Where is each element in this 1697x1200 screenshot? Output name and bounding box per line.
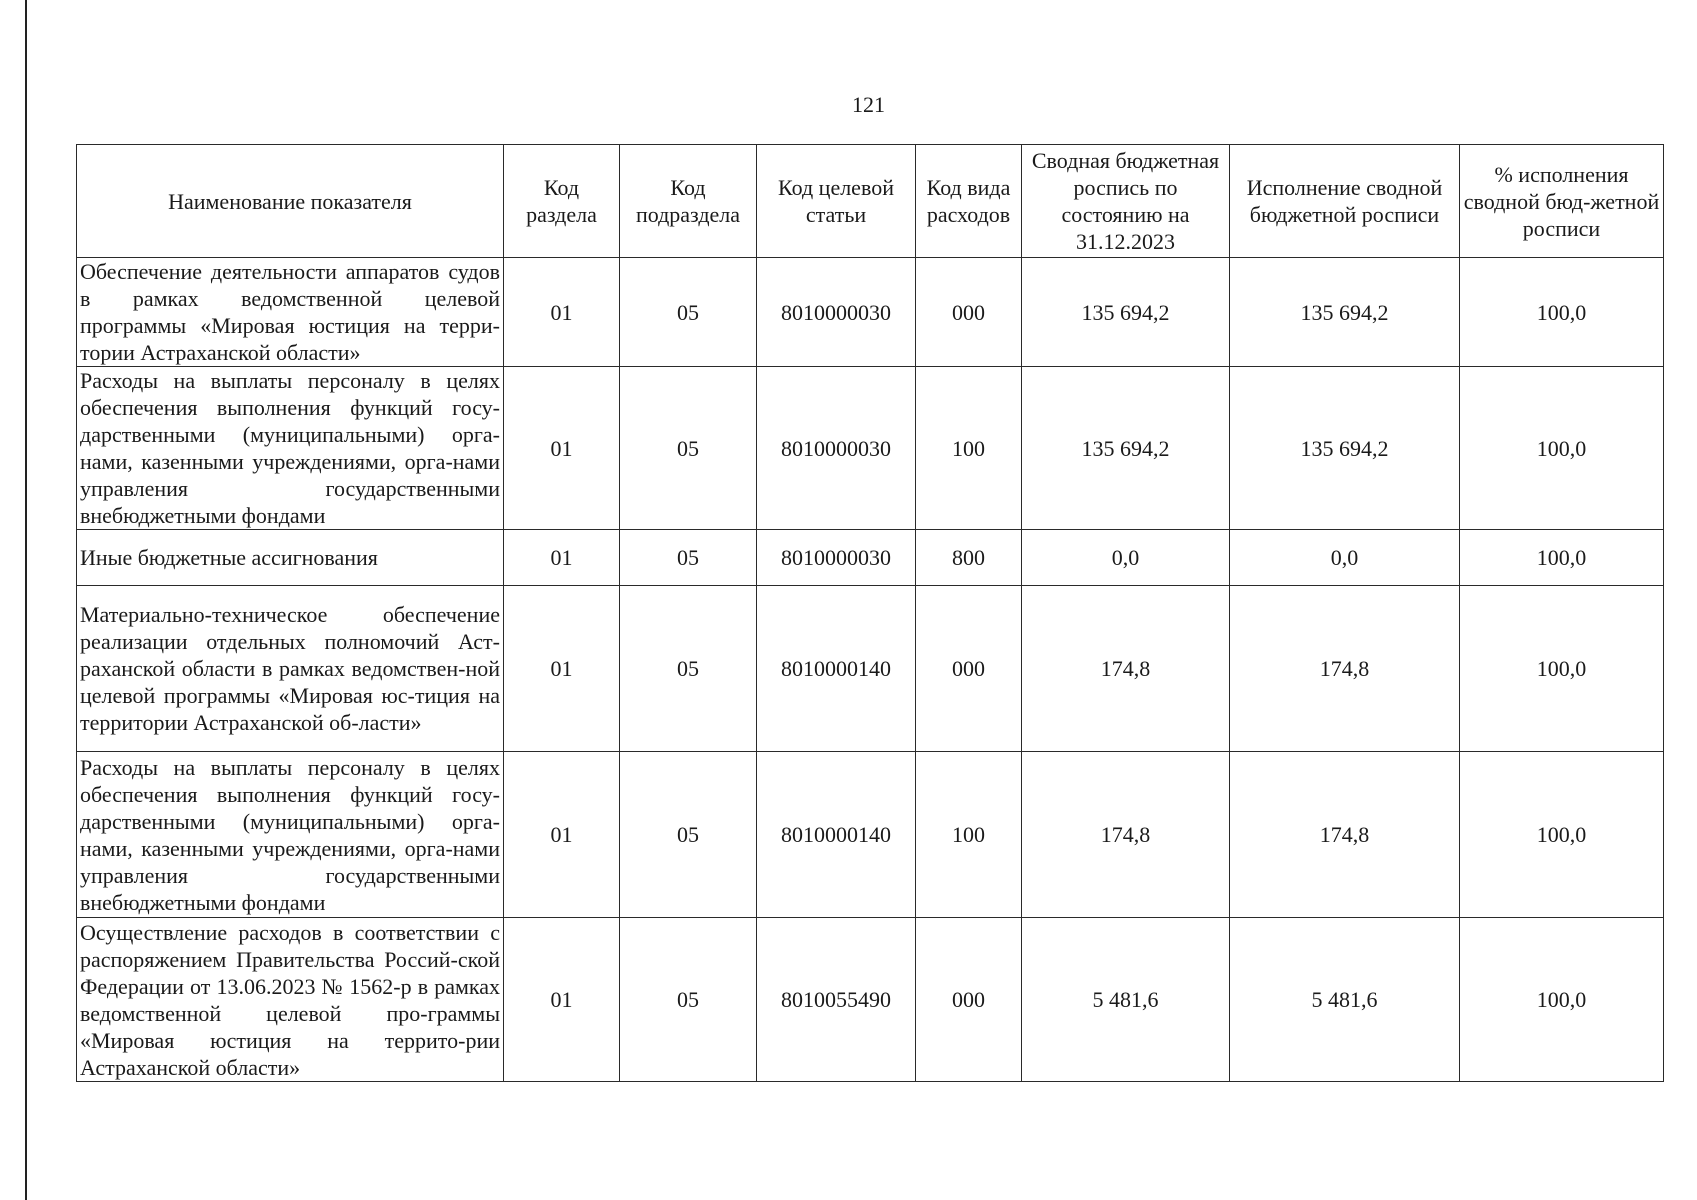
row-target: 8010000140 (757, 752, 916, 918)
row-section: 01 (504, 367, 620, 530)
row-section: 01 (504, 752, 620, 918)
row-name: Расходы на выплаты персоналу в целях обеспечения выполнения функций госу-дарственными (муниципальными) орга-нами, казенными учреждениями, орга-нами управления государственными внебюджетными фондами (77, 752, 504, 918)
row-section: 01 (504, 258, 620, 367)
table-row (77, 258, 1664, 367)
row-execution: 5 481,6 (1230, 918, 1460, 1082)
row-budget: 135 694,2 (1022, 258, 1230, 367)
row-budget: 5 481,6 (1022, 918, 1230, 1082)
header-subsection-code: Код подраздела (620, 145, 757, 258)
row-expense-type: 000 (916, 918, 1022, 1082)
row-percent: 100,0 (1460, 258, 1664, 367)
row-target: 8010000030 (757, 530, 916, 586)
table-row (77, 530, 1664, 586)
row-execution: 0,0 (1230, 530, 1460, 586)
row-subsection: 05 (620, 258, 757, 367)
row-section: 01 (504, 530, 620, 586)
header-target-code: Код целевой статьи (757, 145, 916, 258)
row-execution: 174,8 (1230, 752, 1460, 918)
row-execution: 135 694,2 (1230, 367, 1460, 530)
page-number: 121 (852, 92, 885, 117)
row-target: 8010055490 (757, 918, 916, 1082)
row-subsection: 05 (620, 918, 757, 1082)
row-budget: 135 694,2 (1022, 367, 1230, 530)
header-expense-type-code: Код вида расходов (916, 145, 1022, 258)
header-name: Наименование показателя (77, 145, 504, 258)
row-target: 8010000140 (757, 586, 916, 752)
row-percent: 100,0 (1460, 367, 1664, 530)
row-expense-type: 800 (916, 530, 1022, 586)
row-section: 01 (504, 918, 620, 1082)
row-target: 8010000030 (757, 367, 916, 530)
report-table-container (76, 144, 1663, 1082)
budget-execution-table (76, 144, 1664, 1082)
row-expense-type: 100 (916, 752, 1022, 918)
row-subsection: 05 (620, 530, 757, 586)
row-percent: 100,0 (1460, 530, 1664, 586)
table-row (77, 752, 1664, 918)
row-subsection: 05 (620, 367, 757, 530)
table-header-row (77, 145, 1664, 258)
row-percent: 100,0 (1460, 918, 1664, 1082)
row-target: 8010000030 (757, 258, 916, 367)
row-percent: 100,0 (1460, 586, 1664, 752)
table-row (77, 586, 1664, 752)
row-name: Материально-техническое обеспечение реализации отдельных полномочий Аст-раханской области в рамках ведомствен-ной целевой программы «Мировая юс-тиция на территории Астраханской об-ласти» (77, 586, 504, 752)
row-execution: 174,8 (1230, 586, 1460, 752)
row-budget: 174,8 (1022, 586, 1230, 752)
row-name: Обеспечение деятельности аппаратов судов в рамках ведомственной целевой программы «Мировая юстиция на терри-тории Астраханской области» (77, 258, 504, 367)
row-percent: 100,0 (1460, 752, 1664, 918)
header-execution: Исполнение сводной бюджетной росписи (1230, 145, 1460, 258)
row-expense-type: 100 (916, 367, 1022, 530)
table-row (77, 918, 1664, 1082)
table-row (77, 367, 1664, 530)
header-percent: % исполнения сводной бюд-жетной росписи (1460, 145, 1664, 258)
row-name: Осуществление расходов в соответствии с распоряжением Правительства Россий-ской Федерации от 13.06.2023 № 1562-р в рамках ведомственной целевой про-граммы «Мировая юстиция на террито-рии Астраханской области» (77, 918, 504, 1082)
row-name: Иные бюджетные ассигнования (77, 530, 504, 586)
row-subsection: 05 (620, 752, 757, 918)
row-budget: 174,8 (1022, 752, 1230, 918)
row-expense-type: 000 (916, 258, 1022, 367)
header-section-code: Код раздела (504, 145, 620, 258)
row-execution: 135 694,2 (1230, 258, 1460, 367)
row-name: Расходы на выплаты персоналу в целях обеспечения выполнения функций госу-дарственными (муниципальными) орга-нами, казенными учреждениями, орга-нами управления государственными внебюджетными фондами (77, 367, 504, 530)
row-subsection: 05 (620, 586, 757, 752)
row-section: 01 (504, 586, 620, 752)
binding-margin-line (25, 0, 27, 1200)
row-expense-type: 000 (916, 586, 1022, 752)
header-budget: Сводная бюджетная роспись по состоянию на 31.12.2023 (1022, 145, 1230, 258)
row-budget: 0,0 (1022, 530, 1230, 586)
